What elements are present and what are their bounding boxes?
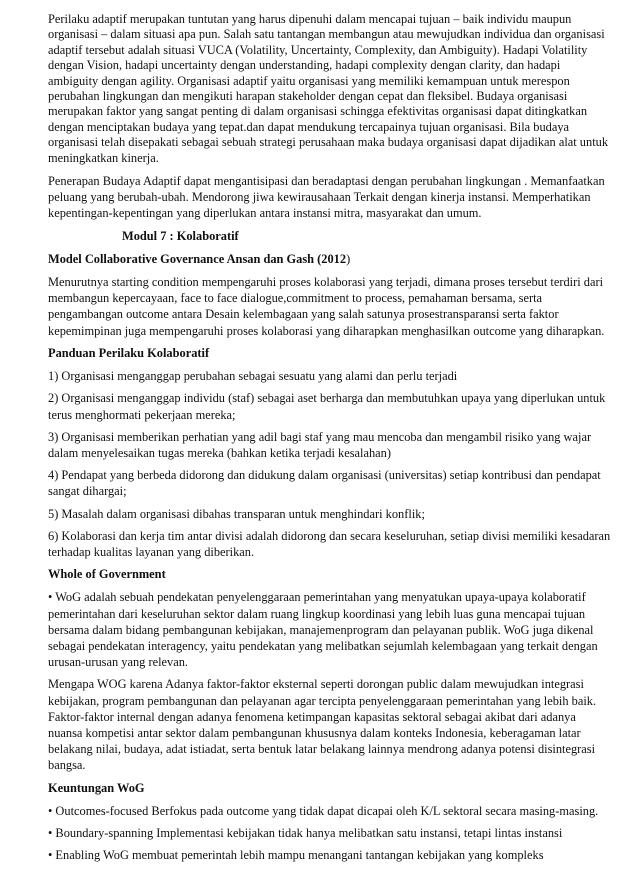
keuntungan-item: • Boundary-spanning Implementasi kebijakan tidak hanya melibatkan satu instansi, tetapi lintas instansi [48, 825, 563, 840]
model-heading [48, 251, 612, 267]
paragraph-budaya-adaptif: Penerapan Budaya Adaptif dapat mengantisipasi dan beradaptasi dengan perubahan lingkungan . Memanfaatkan peluang yang berubah-ubah. Mendorong jiwa kewirausahaan Terkait dengan kinerja instansi. Memperhatikan kepentingan-kepentingan yang diperlukan antara instansi mitra, masyarakat dan umum. [48, 174, 605, 221]
modul-title: Modul 7 : Kolaboratif [122, 228, 239, 243]
wog-heading: Whole of Government [48, 567, 166, 582]
panduan-heading: Panduan Perilaku Kolaboratif [48, 345, 210, 360]
panduan-item: 1) Organisasi menganggap perubahan sebagai sesuatu yang alami dan perlu terjadi [48, 369, 458, 384]
keuntungan-item: • Enabling WoG membuat pemerintah lebih mampu menangani tantangan kebijakan yang kompleks [48, 848, 544, 863]
paragraph-wog-definition: • WoG adalah sebuah pendekatan penyelenggaraan pemerintahan yang menyatukan upaya-upaya kolaboratif pemerintahan dari keseluruhan sektor dalam ruang lingkup koordinasi yang lebih luas guna mencapai tujuan bersama dalam bidang pembangunan kebijakan, manajemenprogram dan pelayanan publik. WoG juga dikenal sebagai pendekatan interagency, yaitu pendekatan yang melibatkan sejumlah kelembagaan yang terkait dengan urusan-urusan yang relevan. [48, 590, 598, 670]
paragraph-model-description: Menurutnya starting condition mempengaruhi proses kolaborasi yang terjadi, dimana proses tersebut terdiri dari membangun kepercayaan, face to face dialogue,commitment to process, pemahaman bersama, serta pengambangan outcome antara Desain kelembagaan yang salah satunya prosestransparansi serta faktor kepemimpinan juga mempengaruhi proses kolaborasi yang diharapkan menghasilkan outcome yang diharapkan. [48, 275, 605, 338]
keuntungan-heading: Keuntungan WoG [48, 780, 145, 795]
panduan-item: 5) Masalah dalam organisasi dibahas transparan untuk menghindari konflik; [48, 506, 425, 521]
panduan-item: 2) Organisasi menganggap individu (staf) sebagai aset berharga dan membutuhkan upaya yang diperlukan untuk terus menghormati pekerjaan mereka; [48, 391, 606, 422]
panduan-item: 6) Kolaborasi dan kerja tim antar divisi adalah didorong dan secara keseluruhan, setiap divisi memiliki kesadaran terhadap kualitas layanan yang diberikan. [48, 528, 611, 559]
model-heading-tail: ) [346, 251, 351, 266]
paragraph-adaptif-intro: Perilaku adaptif merupakan tuntutan yang harus dipenuhi dalam mencapai tujuan – baik individu maupun organisasi – dalam situasi apa pun. Salah satu tantangan membangun atau mewujudkan individua dan organisasi adaptif tersebut adalah situasi VUCA (Volatility, Uncertainty, Complexity, dan Ambiguity). Hadapi Volatility dengan Vision, hadapi uncertainty dengan understanding, hadapi complexity dengan clarity, dan hadapi ambiguity dengan agility. Organisasi adaptif yaitu organisasi yang memiliki kemampuan untuk merespon perubahan lingkungan dan mengikuti harapan stakeholder dengan cepat dan fleksibel. Budaya organisasi merupakan faktor yang sangat penting di dalam organisasi schingga efektivitas organisasi dapat ditingkatkan dengan menciptakan budaya yang tepat.dan dapat mendukung tercapainya tujuan organisasi. Bila budaya organisasi telah disepakati sebagai sebuah strategi perusahaan maka budaya organisasi dapat dijadikan alat untuk meningkatkan kinerja. [48, 12, 609, 165]
document-page [48, 12, 612, 869]
model-heading-bold: Model Collaborative Governance Ansan dan Gash (2012 [48, 251, 347, 266]
panduan-item: 3) Organisasi memberikan perhatian yang adil bagi staf yang mau mencoba dan mengambil risiko yang wajar dalam menyelesaikan tugas mereka (bahkan ketika terjadi kesalahan) [48, 429, 592, 460]
keuntungan-item: • Outcomes-focused Berfokus pada outcome yang tidak dapat dicapai oleh K/L sektoral secara masing-masing. [48, 803, 599, 818]
paragraph-wog-reason: Mengapa WOG karena Adanya faktor-faktor eksternal seperti dorongan public dalam mewujudkan integrasi kebijakan, program pembangunan dan pelayanan agar tercipta penyelenggaraan pemerintahan yang lebih baik. Faktor-faktor internal dengan adanya fenomena ketimpangan kapasitas sektoral sebagai akibat dari adanya nuansa kompetisi antar sektor dalam pembangunan khususnya dalam konteks Indonesia, keberagaman latar belakang nilai, budaya, adat istiadat, serta bentuk latar belakang lainnya mendrong adanya potensi disintegrasi bangsa. [48, 677, 597, 773]
panduan-item: 4) Pendapat yang berbeda didorong dan didukung dalam organisasi (universitas) setiap kontribusi dan pendapat sangat dihargai; [48, 468, 601, 499]
